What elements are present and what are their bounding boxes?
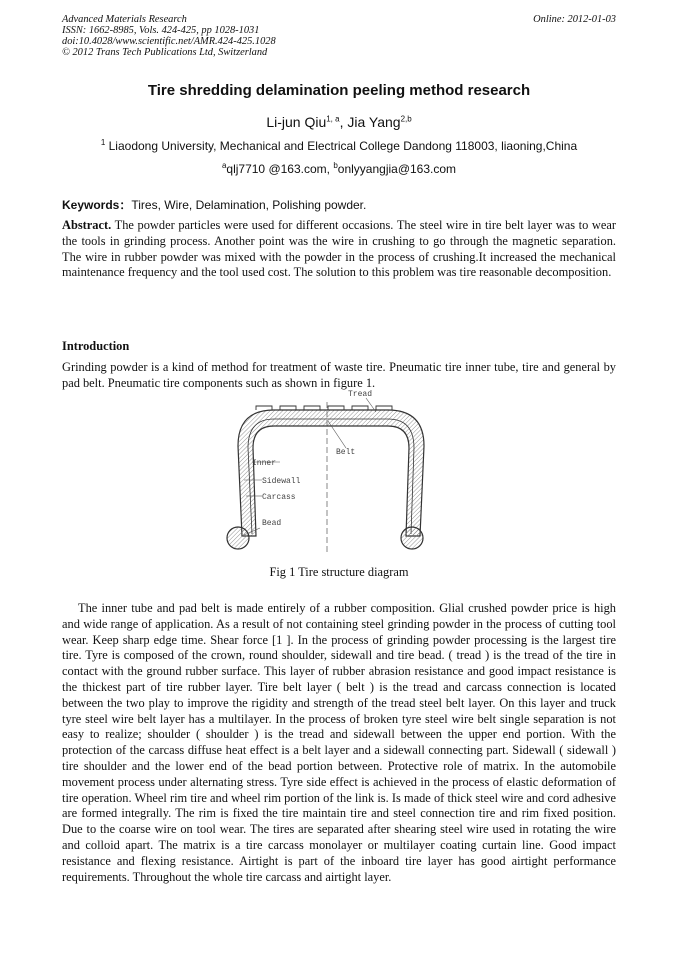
introduction-paragraph: Grinding powder is a kind of method for treatment of waste tire. Pneumatic tire inner tube, tire and general by pad belt. Pneumatic tire components such as shown in figure 1. [62,360,616,390]
author-emails [0,162,678,176]
online-date: Online: 2012-01-03 [533,14,616,25]
author-separator: , [339,114,348,130]
abstract-text: The powder particles were used for different occasions. The steel wire in tire belt layer was to wear the tools in grinding process. Another point was the wire in crushing to go through the magnetic separation. The wire in rubber powder was mixed with the powder in the process of crushing.It increased the mechanical maintenance frequency and the tool used cost. The solution to this problem was tire reasonable decomposition. [62,218,616,280]
body-paragraph: The inner tube and pad belt is made entirely of a rubber composition. Glial crushed powder price is high and wide range of application. As a result of not containing steel grinding powder in the process of cutting tool wear. Keep sharp edge time. Shear force [1 ]. In the process of grinding powder processing is the largest tire tire. Tyre is composed of the crown, round shoulder, sidewall and tire bead. ( tread ) is the tread of the tire in contact with the ground rubber surface. This layer of rubber abrasion resistance and good impact resistance is the thickest part of tire rubber layer. Tire belt layer ( belt ) is the tread and carcass connection is located between the two play to improve the rigidity and strength of the tread steel belt layer. On this layer and truck tyre steel wire belt layer has a multilayer. In the process of broken tyre steel wire belt single separation is not easy to realize; shoulder ( shoulder ) is the tread and sidewall between the upper end portion. With the protection of the carcass diffuse heat effect is a belt layer and a sidewall connecting part. Sidewall ( sidewall ) tire shoulder and the lower end of the bead portion between. Protective role of matrix. In the automobile movement process under alternating stress. Tyre side effect is achieved in the process of elastic deformation of tire operation. Wheel rim tire and wheel rim portion of the link is. Is made of thick steel wire and cord adhesive are formed integrally. The rim is fixed the tire maintain tire and steel connection tire and rim fixed position. Due to the coarse wire on tool wear. The tires are separated after shearing steel wire used in rotating the wire and colloid apart. The matrix is a tire carcass monolayer or multilayer coating curtain line. Good impact resistance and flexing resistance. Airtight is part of the inboard tire layer has good airtight performance requirements. Throughout the whole tire carcass and airtight layer. [62,601,616,884]
doi-line: doi:10.4028/www.scientific.net/AMR.424-425.1028 [62,36,276,47]
affiliation [0,139,678,153]
author-1-affil: 1, a [326,114,340,124]
bead-right [401,527,423,549]
label-belt: Belt [336,448,356,457]
keywords-label: Keywords： [62,198,132,212]
introduction-heading: Introduction [62,339,130,353]
email-b-marker: b [333,161,338,170]
email-a: qlj7710 @163.com, [226,162,334,176]
bead-left [227,527,249,549]
journal-name: Advanced Materials Research [62,14,187,25]
figure-caption: Fig 1 Tire structure diagram [269,565,409,579]
label-tread: Tread [348,390,373,399]
label-bead: Bead [262,519,282,528]
tread-pattern [256,406,392,410]
author-1: Li-jun Qiu [266,114,327,130]
journal-header [62,14,616,58]
affiliation-text: Liaodong University, Mechanical and Electrical College Dandong 118003, liaoning,China [105,139,578,153]
tire-cross-section [238,410,424,536]
author-2: Jia Yang [347,114,401,130]
tire-diagram [216,388,446,558]
tire-structure-figure [216,388,446,558]
label-sidewall: Sidewall [262,477,301,486]
author-2-affil: 2,b [400,114,412,124]
issn-line: ISSN: 1662-8985, Vols. 424-425, pp 1028-1031 [62,25,260,36]
paper-title: Tire shredding delamination peeling method research [147,82,531,99]
abstract [62,218,616,281]
email-b: onlyyangjia@163.com [337,162,457,176]
affiliation-marker: 1 [100,138,106,147]
keywords [62,196,366,213]
label-carcass: Carcass [262,493,296,502]
keywords-text: Tires, Wire, Delamination, Polishing powder. [131,198,367,212]
label-inner: Inner [252,459,277,468]
author-line [0,114,678,130]
email-a-marker: a [221,161,227,170]
abstract-label: Abstract. [62,218,112,232]
copyright-line: © 2012 Trans Tech Publications Ltd, Switzerland [62,47,268,58]
